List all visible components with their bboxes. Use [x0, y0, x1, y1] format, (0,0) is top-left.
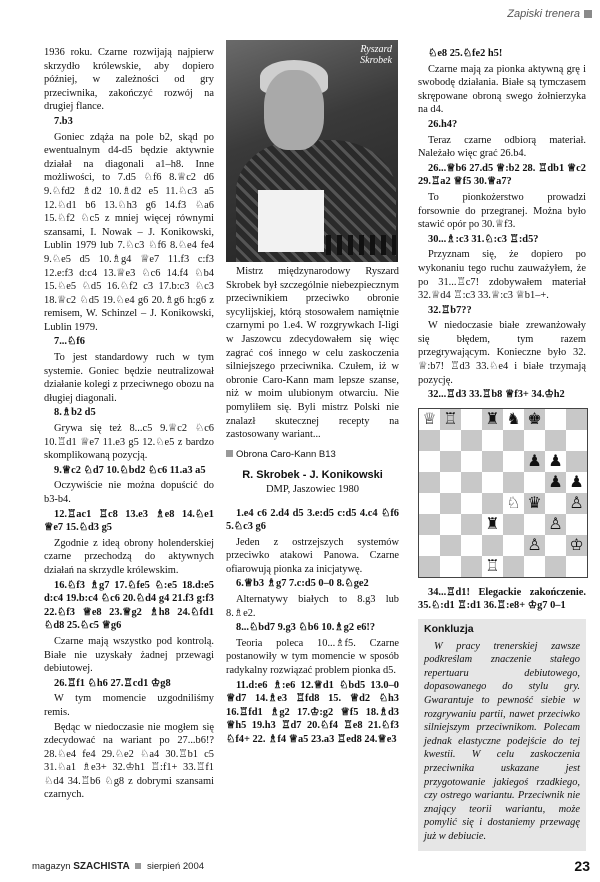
board-square-f4 [524, 493, 545, 514]
move-sequence: 11.d:e6 ♗:e6 12.♕d1 ♘bd5 13.0–0 ♕d7 14.♗e3 ♖fd8 15. ♕d2 ♘h3 16.♖fd1 ♗g2 17.♔:g2 ♕f5 18.♗d3 ♕h5 19.h3 ♖d7 20.♘f4 ♖e8 21.♘f3 ♘f4+ 22. ♗f4 ♕a5 23.a3 ♖ed8 24.♕e3 [226, 679, 399, 745]
board-square-b4 [440, 493, 461, 514]
board-square-e3 [503, 514, 524, 535]
move-sequence: 32.♖b7?? [428, 304, 472, 316]
chess-piece: ♙ [569, 493, 584, 513]
board-square-a5 [419, 472, 440, 493]
board-square-b8 [440, 409, 461, 430]
board-square-h4 [566, 493, 587, 514]
header-square-icon [584, 10, 592, 18]
commentary-paragraph: Czarne mają wszystko pod kontrolą. Białe nie uzyskały żadnej przewagi debiutowej. [44, 635, 214, 675]
commentary-paragraph: Jeden z ostrzejszych systemów przeciwko atakowi Panowa. Czarne ofiarowują pionka za inicjatywę. [226, 536, 399, 575]
commentary-paragraph: Alternatywy białych to 8.g3 lub 8.♗e2. [226, 594, 399, 619]
board-square-g1 [545, 556, 566, 577]
board-square-f6 [524, 451, 545, 472]
board-square-h2 [566, 535, 587, 556]
board-square-a7 [419, 430, 440, 451]
conclusion-text: W pracy trenerskiej zawsze podkreślam znaczenie stałego repertuaru debiutowego, dopasowanego do stylu gry. Gwarantuje to pewność siebie w rozgrywaniu partii, nawet przeciwko silniejszym przeciwnikom. Polecam jednak elastyczne podejście do tej kwestii. W celu zaskoczenia przeciwnika uskazane jest przygotowanie jakiegoś rzadkiego, czy ostrego wariantu. Przeciwnik nie znający teorii wariantu, może pomylić się i dostaniemy przewagę już w debiucie. [424, 640, 580, 842]
board-square-e2 [503, 535, 524, 556]
game-players: R. Skrobek - J. Konikowski [242, 469, 383, 482]
column-right [418, 46, 586, 851]
move-sequence: 26...♕b6 27.d5 ♕:b2 28. ♖db1 ♕c2 29.♖a2 ♕f5 30.♕a7? [418, 162, 586, 188]
column-left [44, 46, 214, 803]
board-square-d8 [482, 409, 503, 430]
section-title: Zapiski trenera [507, 8, 580, 20]
chess-piece: ♕ [422, 409, 437, 429]
chess-piece: ♟ [548, 472, 563, 492]
commentary-paragraph: To jest standardowy ruch w tym systemie. Goniec będzie neutralizował działanie kolegi z przeciwnego obozu na długiej diagonali. [44, 352, 214, 404]
board-square-a6 [419, 451, 440, 472]
board-square-b3 [440, 514, 461, 535]
chess-piece: ♞ [506, 409, 521, 429]
commentary-paragraph: 1936 roku. Czarne rozwijają najpierw skrzydło królewskie, aby dopiero później, w zależności od gry przeciwnika, zakończyć rozwój na drugiej flance. [44, 47, 214, 113]
board-square-c1 [461, 556, 482, 577]
commentary-paragraph: Będąc w niedoczasie nie mogłem się zdecydować na wariant po 27...b6!? 28.♘e4 fe4 29.♘e2 ♘a4 30.♖b1 c5 31.♘a1 ♗e3+ 32.♔h1 ♖:f1+ 33.♖f1 ♘d4 34.♖b6 ♘g8 z dobrymi szansami czarnych. [44, 721, 214, 801]
board-square-d7 [482, 430, 503, 451]
commentary-paragraph: Oczywiście nie można dopuścić do b3-b4. [44, 480, 214, 505]
board-square-f1 [524, 556, 545, 577]
chess-piece: ♖ [443, 409, 458, 429]
game-header [226, 469, 399, 496]
commentary-paragraph: Grywa się też 8...c5 9.♕c2 ♘c6 10.♖d1 ♕e7 11.e3 g5 12.♘e5 z bardzo skomplikowaną pozycją. [44, 423, 214, 462]
move-sequence: 7.b3 [54, 115, 73, 127]
board-square-a4 [419, 493, 440, 514]
move-sequence: 7...♘f6 [54, 336, 85, 348]
board-square-g4 [545, 493, 566, 514]
board-square-g6 [545, 451, 566, 472]
chess-piece: ♟ [548, 451, 563, 471]
board-square-f7 [524, 430, 545, 451]
board-square-h7 [566, 430, 587, 451]
opening-label: Obrona Caro-Kann B13 [226, 448, 399, 462]
commentary-paragraph: W niedoczasie białe zrewanżowały się błędem, tym razem przegrywającym. Konieczne było 32. ♕:b7! ♖d3 33.♘e4 i białe trzymają pozycję. [418, 320, 586, 386]
section-header [507, 8, 592, 20]
footer-square-icon [135, 863, 141, 869]
move-sequence: 8...♘bd7 9.g3 ♘b6 10.♗g2 e6!? [236, 622, 376, 634]
board-square-g3 [545, 514, 566, 535]
board-square-c7 [461, 430, 482, 451]
chess-piece: ♛ [527, 493, 542, 513]
move-sequence: 1.e4 c6 2.d4 d5 3.e:d5 c:d5 4.c4 ♘f6 5.♘c3 g6 [226, 507, 399, 533]
column-middle [226, 265, 399, 749]
commentary-paragraph: Teoria poleca 10...♗f5. Czarne postanowiły w tym momencie w sposób radykalny rozwiązać problem pionka d5. [226, 637, 399, 677]
board-square-d6 [482, 451, 503, 472]
board-square-e8 [503, 409, 524, 430]
board-square-g8 [545, 409, 566, 430]
chess-piece: ♔ [569, 535, 584, 555]
board-square-a1 [419, 556, 440, 577]
move-sequence: 12.♖ac1 ♖c8 13.e3 ♗e8 14.♘e1 ♕e7 15.♘d3 g5 [44, 508, 214, 534]
conclusion-box [418, 619, 586, 851]
board-square-a3 [419, 514, 440, 535]
board-square-h5 [566, 472, 587, 493]
board-square-h6 [566, 451, 587, 472]
move-sequence: 16.♘f3 ♗g7 17.♘fe5 ♘:e5 18.d:e5 d:c4 19.b:c4 ♘c6 20.♘d4 g4 21.f3 g:f3 22.♘f3 ♕e8 23.♕g2 ♗h8 24.♘fd1 ♘d8 25.♘c5 ♕g6 [44, 579, 214, 632]
move-sequence: 6.♕b3 ♗g7 7.c:d5 0–0 8.♘ge2 [236, 578, 369, 590]
player-photo [226, 40, 398, 262]
board-square-e7 [503, 430, 524, 451]
commentary-paragraph: Zgodnie z ideą obrony holenderskiej czarne przechodzą do aktywnych działań na skrzydle królewskim. [44, 537, 214, 576]
board-square-e1 [503, 556, 524, 577]
board-square-b2 [440, 535, 461, 556]
game-event: DMP, Jaszowiec 1980 [265, 483, 360, 495]
move-sequence: 26.♖f1 ♘h6 27.♖cd1 ♔g8 [54, 677, 171, 689]
board-square-c8 [461, 409, 482, 430]
magazine-brand: SZACHISTA [73, 861, 130, 872]
board-square-f8 [524, 409, 545, 430]
board-square-h3 [566, 514, 587, 535]
commentary-paragraph: Teraz czarne odbiorą materiał. Należało więc grać 26.b4. [418, 134, 586, 160]
board-square-f2 [524, 535, 545, 556]
move-sequence: 30...♗:c3 31.♘:c3 ♖:d5? [428, 233, 539, 245]
board-square-b5 [440, 472, 461, 493]
board-square-b6 [440, 451, 461, 472]
chess-piece: ♟ [569, 472, 584, 492]
board-square-c4 [461, 493, 482, 514]
board-square-c3 [461, 514, 482, 535]
section-square-icon [226, 450, 233, 457]
move-sequence: ♘e8 25.♘fe2 h5! [428, 48, 503, 59]
chess-piece: ♟ [527, 451, 542, 471]
board-square-h8 [566, 409, 587, 430]
chess-piece: ♙ [548, 514, 563, 534]
board-square-g2 [545, 535, 566, 556]
move-sequence: 34...♖d1! Elegackie zakończenie. 35.♘:d1 ♖:d1 36.♖:e8+ ♔g7 0–1 [418, 586, 586, 612]
board-square-c2 [461, 535, 482, 556]
commentary-paragraph: Przyznam się, że dopiero po wykonaniu tego ruchu zauważyłem, że po 31...♖c7! zdobywałem materiał 32.♕d4 ♖:c3 33.♕:c3 ♕b1–+. [418, 249, 586, 302]
move-sequence: 9.♕c2 ♘d7 10.♘bd2 ♘c6 11.a3 a5 [54, 464, 206, 476]
move-sequence: 26.h4? [428, 118, 458, 130]
board-square-a2 [419, 535, 440, 556]
conclusion-title: Konkluzja [424, 623, 474, 636]
chess-piece: ♜ [485, 409, 500, 429]
commentary-paragraph: Mistrz międzynarodowy Ryszard Skrobek był szczególnie niebezpiecznym przeciwnikiem przeciwko obronie sycylijskiej, którą stosowałem namiętnie czarnymi po 1.e4. W rozgrywkach I-ligi w Jaszowcu zdecydowałem się więc zagrać coś innego w celu zaskoczenia silniejszego przeciwnika. Czułem, iż w obronie Caro-Kann mam lepsze szanse, niż w moim ulubionym otwarciu. Nie pomyliłem się. Byli mistrz Polski nie znalazł skutecznej recepty na zastosowany wariant... [226, 266, 399, 441]
issue-date: sierpień 2004 [146, 861, 205, 872]
board-square-f5 [524, 472, 545, 493]
board-square-g5 [545, 472, 566, 493]
page-number: 23 [574, 858, 590, 874]
board-square-e6 [503, 451, 524, 472]
board-square-a8 [419, 409, 440, 430]
chess-piece: ♘ [506, 493, 521, 513]
board-square-e4 [503, 493, 524, 514]
chess-diagram [418, 408, 588, 578]
chess-piece: ♖ [485, 556, 500, 576]
board-square-d3 [482, 514, 503, 535]
board-square-d2 [482, 535, 503, 556]
commentary-paragraph: Goniec zdąża na pole b2, skąd po ewentualnym d4-d5 będzie aktywnie działał na diagonali a1–h8. Inne możliwości, to 7.d5 ♘f6 8.♕c2 d6 9.♘fd2 ♗d2 10.♗d2 e5 11.♘c3 a5 12.♘d1 b6 13.♘h3 g6 14.f3 ♘a6 15.♘f2 ♘c5 z mniej więcej równymi szansami, I. Nowak – J. Konikowski, Lublin 1979 lub 7.♘c3 ♘f6 8.♘e4 fe4 9.♘e5 d5 10.♗g4 ♕e7 11.f3 c:f3 12.e:f3 d:c4 13.♕e3 ♘c6 14.f4 ♘b4 15.♘e5 ♘d5 16.♘f2 c3 17.b:c3 ♘c3 18.♕c2 ♘d5 19.♘e4 g6 20.♗g6 h:g6 z remisem, W. Schinzel – J. Konikowski, Lublin 1979. [44, 131, 214, 333]
chess-piece: ♚ [527, 409, 542, 429]
board-square-g7 [545, 430, 566, 451]
move-sequence: 32...♖d3 33.♖b8 ♕f3+ 34.♔h2 [428, 389, 565, 401]
board-square-f3 [524, 514, 545, 535]
board-square-c5 [461, 472, 482, 493]
chess-piece: ♙ [527, 535, 542, 555]
chess-piece: ♜ [485, 514, 500, 534]
board-square-d4 [482, 493, 503, 514]
commentary-paragraph: Czarne mają za pionka aktywną grę i swobodę działania. Białe są tymczasem skrępowane obroną swego żołnierzyka na d4. [418, 63, 586, 116]
board-square-h1 [566, 556, 587, 577]
footer: magazyn SZACHISTA sierpień 2004 [32, 861, 205, 872]
board-square-b1 [440, 556, 461, 577]
board-square-e5 [503, 472, 524, 493]
board-square-b7 [440, 430, 461, 451]
board-square-d5 [482, 472, 503, 493]
board-square-d1 [482, 556, 503, 577]
board-square-c6 [461, 451, 482, 472]
move-sequence: 8.♗b2 d5 [54, 407, 96, 419]
commentary-paragraph: To pionkożerstwo prowadzi forsownie do przegranej. Można było stawić opór po 30.♕f3. [418, 191, 586, 231]
commentary-paragraph: W tym momencie uzgodniliśmy remis. [44, 693, 214, 718]
photo-caption: Ryszard Skrobek [360, 44, 392, 66]
